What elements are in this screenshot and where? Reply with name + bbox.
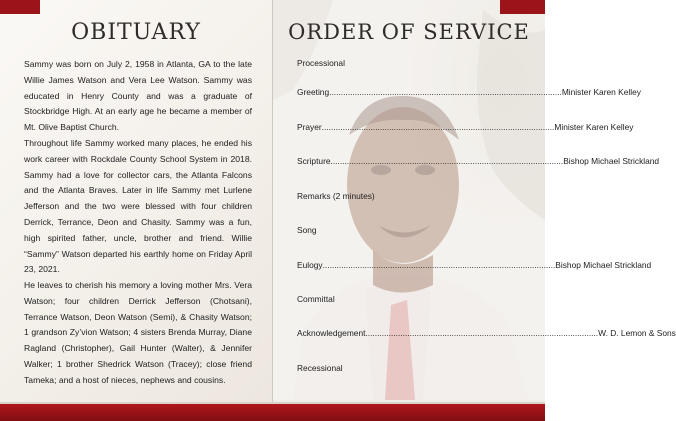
leader-dots: .................................................................................................... — [330, 156, 564, 166]
service-item-officiant: W. D. Lemon & Sons — [598, 328, 676, 338]
service-item-name: Processional — [297, 58, 345, 68]
service-item-officiant: Minister Karen Kelley — [561, 87, 641, 97]
leader-dots: .................................................................................................... — [329, 87, 562, 97]
service-item-name: Committal — [297, 294, 335, 304]
service-item-officiant: Minister Karen Kelley — [554, 122, 634, 132]
service-item-name: Acknowledgement — [297, 328, 366, 338]
service-item-officiant: Bishop Michael Strickland — [555, 260, 652, 270]
service-item-name: Scripture — [297, 156, 331, 166]
service-item-song — [297, 225, 527, 235]
service-item-prayer — [297, 122, 634, 132]
service-item-processional — [297, 58, 527, 68]
order-of-service-title: ORDER OF SERVICE — [288, 20, 530, 44]
leader-dots: .................................................................................................... — [321, 122, 555, 132]
obituary-paragraph-3: He leaves to cherish his memory a loving mother Mrs. Vera Watson; four children Derrick Jefferson (Chotsani), Terrance Watson, Deon Watson (Semi), & Chasity Watson; 1 grandson Zy’vion Watson; 4 sisters Brenda Murray, Diane Ragland (Christopher), Gail Hunter (Walter), & Jennifer Walker; 1 brother Shedrick Watson (Tracey); close friend Tameka; and a host of nieces, nephews and cousins. — [24, 280, 252, 385]
service-item-remarks — [297, 191, 527, 201]
top-accent-band-right — [500, 0, 545, 14]
service-item-name: Remarks (2 minutes) — [297, 191, 375, 201]
service-item-name: Greeting — [297, 87, 330, 97]
order-of-service-page — [273, 0, 676, 421]
obituary-paragraph-1: Sammy was born on July 2, 1958 in Atlanta, GA to the late Willie James Watson and Vera Lee Watson. Sammy was educated in Henry County and was a graduate of Stockbridge High. At an early age he became a member of Mt. Olive Baptist Church. — [24, 59, 252, 133]
service-item-eulogy — [297, 260, 652, 270]
service-item-committal — [297, 294, 527, 304]
service-item-name: Recessional — [297, 363, 343, 373]
obituary-paragraph-2: Throughout life Sammy worked many places, he ended his work career with Rockdale County School System in 2018. Sammy had a love for collector cars, the Atlanta Falcons and the Atlanta Braves. Later in life Sammy met Lurlene Jefferson and the two were blessed with four children Derrick, Terrance, Deon and Chasity. Sammy was a fun, high spirited father, uncle, brother and friend. Willie “Sammy” Watson departed his earthly home on Friday April 23, 2021. — [24, 138, 252, 275]
bottom-accent-band — [0, 404, 545, 421]
service-item-officiant: Bishop Michael Strickland — [563, 156, 660, 166]
service-item-name: Prayer — [297, 122, 322, 132]
obituary-title: OBITUARY — [71, 20, 201, 45]
service-item-acknowledgement — [297, 328, 676, 338]
service-item-name: Song — [297, 225, 317, 235]
service-item-name: Eulogy — [297, 260, 323, 270]
service-item-greeting — [297, 87, 641, 97]
leader-dots: .................................................................................................... — [322, 260, 556, 270]
obituary-page — [0, 0, 272, 421]
service-item-scripture — [297, 156, 660, 166]
leader-dots: .................................................................................................... — [365, 328, 599, 338]
service-item-recessional — [297, 363, 527, 373]
top-accent-band-left — [0, 0, 40, 14]
